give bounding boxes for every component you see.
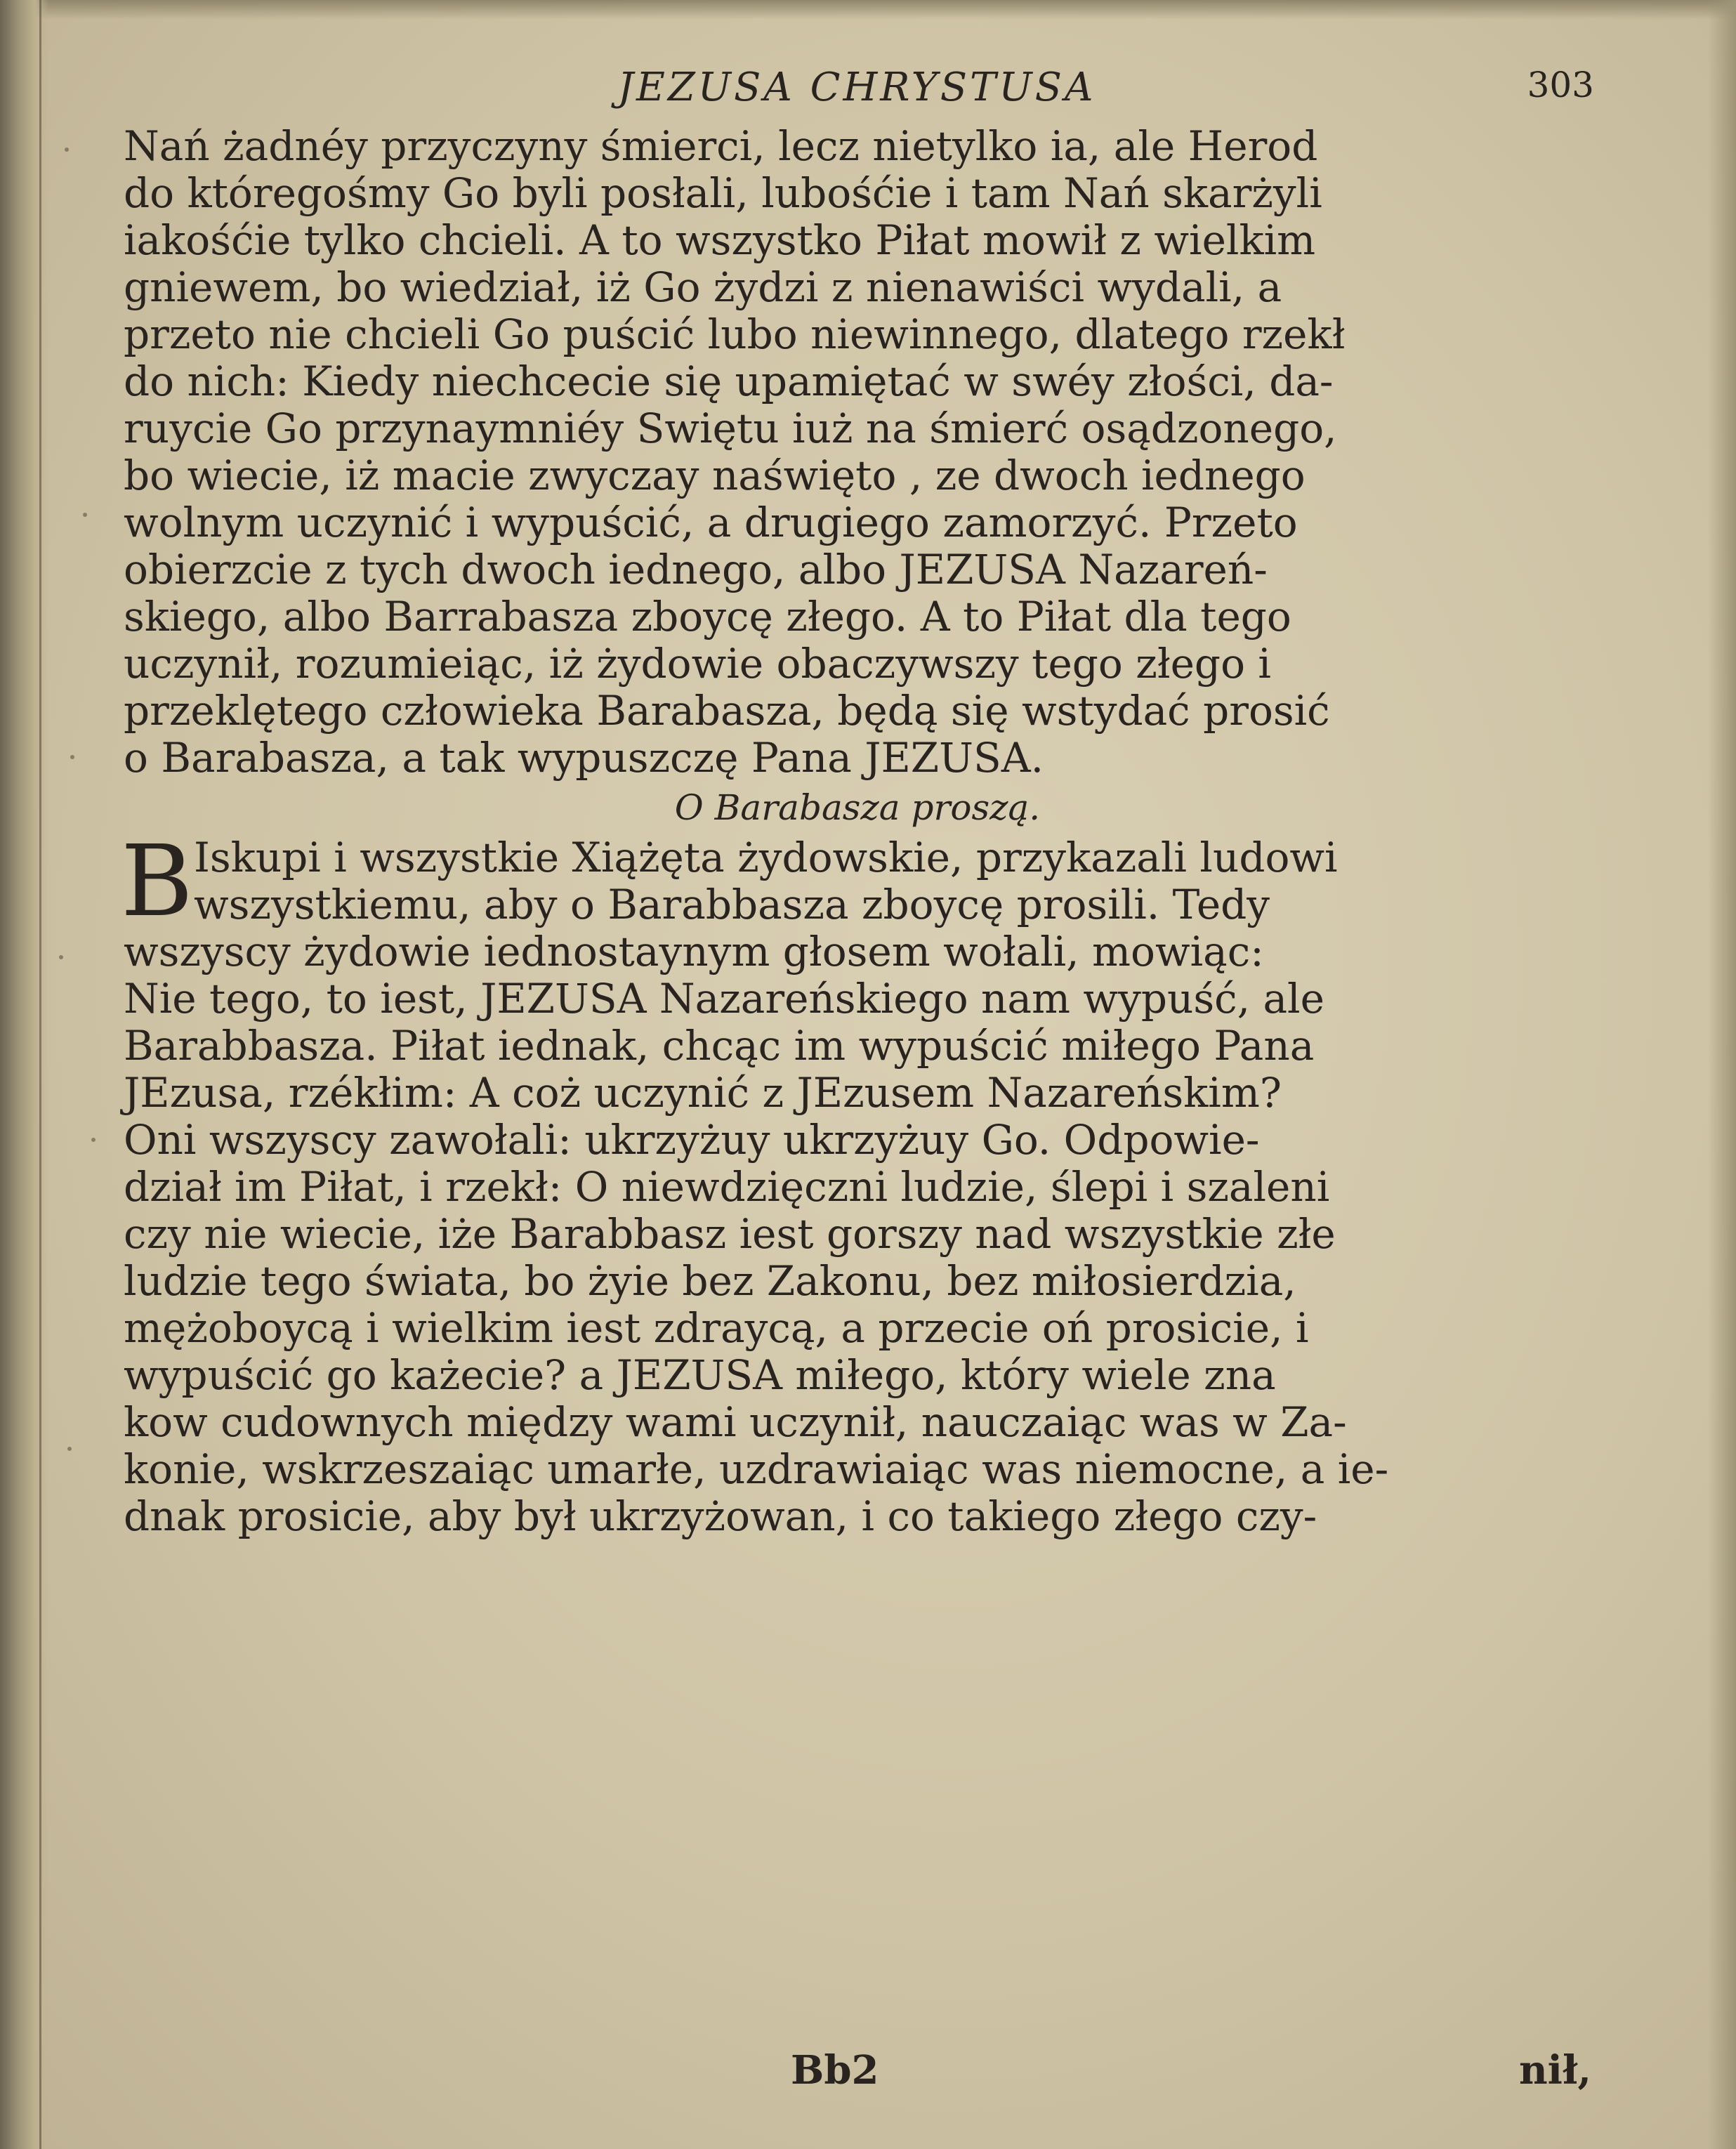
text-line: ludzie tego świata, bo żyie bez Zakonu, bez miłosierdzia, xyxy=(124,1257,1296,1305)
text-line: wszyscy żydowie iednostaynym głosem wołali, mowiąc: xyxy=(124,928,1264,975)
text-line: do któregośmy Go byli posłali, lubośćie i tam Nań skarżyli xyxy=(124,169,1322,217)
ink-speck xyxy=(65,147,69,152)
text-line: uczynił, rozumieiąc, iż żydowie obaczywszy tego złego i xyxy=(124,640,1271,688)
text-line: kow cudownych między wami uczynił, nauczaiąc was w Za- xyxy=(124,1398,1347,1446)
gutter-line xyxy=(39,0,41,2149)
text-line: obierzcie z tych dwoch iednego, albo JEZUSA Nazareń- xyxy=(124,546,1268,593)
text-line: Nań żadnéy przyczyny śmierci, lecz nietylko ia, ale Herod xyxy=(124,122,1318,170)
page-header xyxy=(119,65,1594,121)
ink-speck xyxy=(59,955,63,959)
page-top-edge xyxy=(0,0,1736,20)
paragraph-2 xyxy=(121,824,1591,1540)
text-line: ruycie Go przynaymniéy Swiętu iuż na śmierć osądzonego, xyxy=(124,405,1337,452)
text-line: do nich: Kiedy niechcecie się upamiętać w swéy złości, da- xyxy=(124,357,1334,405)
signature-mark: Bb2 xyxy=(791,2047,879,2094)
ink-speck xyxy=(91,1138,96,1142)
text-line: Nie tego, to iest, JEZUSA Nazareńskiego nam wypuść, ale xyxy=(124,975,1324,1023)
text-line: mężoboycą i wielkim iest zdraycą, a przecie oń prosicie, i xyxy=(124,1304,1309,1352)
paragraph-1 xyxy=(124,123,1591,782)
running-title: JEZUSA CHRYSTUSA xyxy=(617,65,1096,110)
page-right-edge xyxy=(1708,0,1736,2149)
page-footer xyxy=(124,2047,1591,2103)
text-line: Oni wszyscy zawołali: ukrzyżuy ukrzyżuy Go. Odpowie- xyxy=(124,1116,1260,1164)
page-number: 303 xyxy=(1527,65,1594,105)
text-line: przeklętego człowieka Barabasza, będą się wstydać prosić xyxy=(124,687,1330,735)
text-line: konie, wskrzeszaiąc umarłe, uzdrawiaiąc was niemocne, a ie- xyxy=(124,1445,1389,1493)
catchword: nił, xyxy=(1518,2047,1591,2094)
section-heading: O Barabasza proszą. xyxy=(674,787,1041,828)
text-line: JEzusa, rzékłim: A coż uczynić z JEzusem Nazareńskim? xyxy=(124,1069,1282,1117)
text-line: iakośćie tylko chcieli. A to wszystko Piłat mowił z wielkim xyxy=(124,216,1316,264)
ink-speck xyxy=(67,1447,72,1451)
text-line: o Barabasza, a tak wypuszczę Pana JEZUSA. xyxy=(124,734,1044,782)
ink-speck xyxy=(70,755,74,759)
text-line: przeto nie chcieli Go puścić lubo niewinnego, dlatego rzekł xyxy=(124,310,1346,358)
text-line: Iskupi i wszystkie Xiążęta żydowskie, przykazali ludowi xyxy=(194,834,1338,881)
text-line: Barabbasza. Piłat iednak, chcąc im wypuścić miłego Pana xyxy=(124,1022,1315,1070)
ink-speck xyxy=(83,513,87,517)
main-text xyxy=(121,122,1591,1540)
text-line: dnak prosicie, aby był ukrzyżowan, i co takiego złego czy- xyxy=(124,1492,1317,1540)
text-line: wolnym uczynić i wypuścić, a drugiego zamorzyć. Przeto xyxy=(124,499,1298,546)
text-line: wszystkiemu, aby o Barabbasza zboycę prosili. Tedy xyxy=(194,881,1270,928)
text-line: wypuścić go każecie? a JEZUSA miłego, który wiele zna xyxy=(124,1351,1276,1399)
drop-cap: B xyxy=(121,824,193,939)
text-line: skiego, albo Barrabasza zboycę złego. A to Piłat dla tego xyxy=(124,593,1291,640)
text-line: bo wiecie, iż macie zwyczay naświęto , ze dwoch iednego xyxy=(124,452,1306,499)
text-line: dział im Piłat, i rzekł: O niewdzięczni ludzie, ślepi i szaleni xyxy=(124,1163,1330,1211)
binding-gutter xyxy=(0,0,49,2149)
text-line: czy nie wiecie, iże Barabbasz iest gorszy nad wszystkie złe xyxy=(124,1210,1336,1258)
text-line: gniewem, bo wiedział, iż Go żydzi z nienawiści wydali, a xyxy=(124,263,1282,311)
